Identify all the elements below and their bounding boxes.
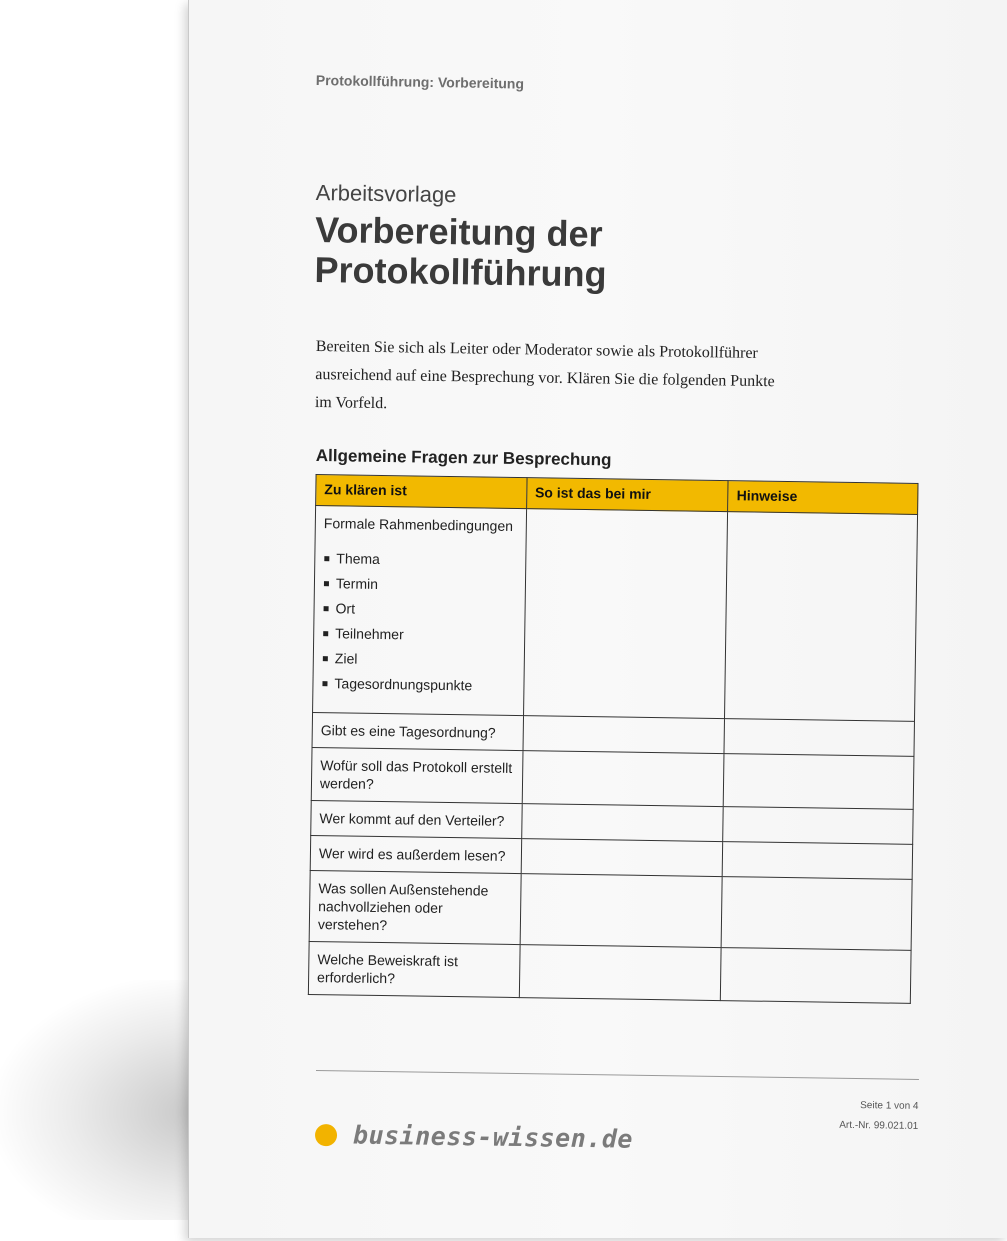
article-number: Art.-Nr. 99.021.01	[839, 1119, 919, 1132]
table-row	[311, 747, 914, 809]
bullet-item: Thema	[323, 546, 517, 574]
intro-paragraph: Bereiten Sie sich als Leiter oder Moderator sowie als Protokollführer ausreichend auf eine Besprechung vor. Klären Sie die folgenden Punkte im Vorfeld.	[314, 337, 775, 413]
page-footer	[316, 1070, 921, 1154]
footer-divider	[316, 1070, 919, 1080]
answer-cell[interactable]	[523, 716, 725, 754]
answer-cell[interactable]	[523, 509, 728, 719]
answer-cell[interactable]	[520, 874, 723, 948]
question-cell	[313, 506, 527, 716]
bullet-item: Ort	[322, 596, 516, 624]
question-cell: Welche Beweiskraft ist erforderlich?	[308, 941, 519, 997]
column-header: Zu klären ist	[316, 475, 527, 509]
question-cell: Was sollen Außenstehende nachvollziehen oder verstehen?	[309, 870, 521, 944]
answer-cell[interactable]	[522, 751, 724, 807]
notes-cell[interactable]	[721, 948, 911, 1004]
document-page	[188, 0, 1007, 1238]
questions-table	[308, 474, 919, 1004]
question-cell: Gibt es eine Tagesordnung?	[312, 712, 523, 750]
bullet-item: Tagesordnungspunkte	[321, 671, 515, 699]
document-title: Vorbereitung der Protokollführung	[314, 208, 607, 295]
title-block	[314, 180, 676, 296]
notes-cell[interactable]	[724, 719, 914, 757]
question-cell: Wofür soll das Protokoll erstellt werden?	[311, 747, 522, 803]
notes-cell[interactable]	[723, 807, 913, 845]
notes-cell[interactable]	[725, 512, 918, 722]
brand-name: business-wissen.de	[352, 1120, 634, 1154]
section-title: Allgemeine Fragen zur Besprechung	[315, 446, 612, 470]
brand-dot-icon	[315, 1123, 337, 1145]
notes-cell[interactable]	[723, 842, 913, 880]
question-label: Formale Rahmenbedingungen	[323, 515, 514, 534]
document-subtitle: Arbeitsvorlage	[315, 180, 457, 208]
bullet-item: Ziel	[322, 646, 516, 674]
question-cell: Wer kommt auf den Verteiler?	[311, 800, 522, 838]
question-cell: Wer wird es außerdem lesen?	[310, 835, 521, 873]
column-header: Hinweise	[728, 481, 918, 515]
page-number: Seite 1 von 4	[860, 1100, 919, 1112]
table-row	[308, 941, 911, 1003]
page-info	[839, 1096, 919, 1137]
bullet-item: Teilnehmer	[322, 621, 516, 649]
page-shadow	[0, 980, 220, 1220]
bullet-item: Termin	[323, 571, 517, 599]
notes-cell[interactable]	[721, 877, 912, 951]
column-header: So ist das bei mir	[526, 478, 728, 512]
notes-cell[interactable]	[724, 754, 914, 810]
answer-cell[interactable]	[521, 804, 723, 842]
table-row	[309, 870, 912, 950]
answer-cell[interactable]	[521, 839, 723, 877]
answer-cell[interactable]	[519, 945, 721, 1001]
questions-section	[308, 446, 921, 1004]
table-row	[313, 506, 918, 722]
bullet-list	[321, 546, 517, 699]
brand-logo	[315, 1120, 633, 1154]
header-breadcrumb: Protokollführung: Vorbereitung	[315, 72, 525, 92]
